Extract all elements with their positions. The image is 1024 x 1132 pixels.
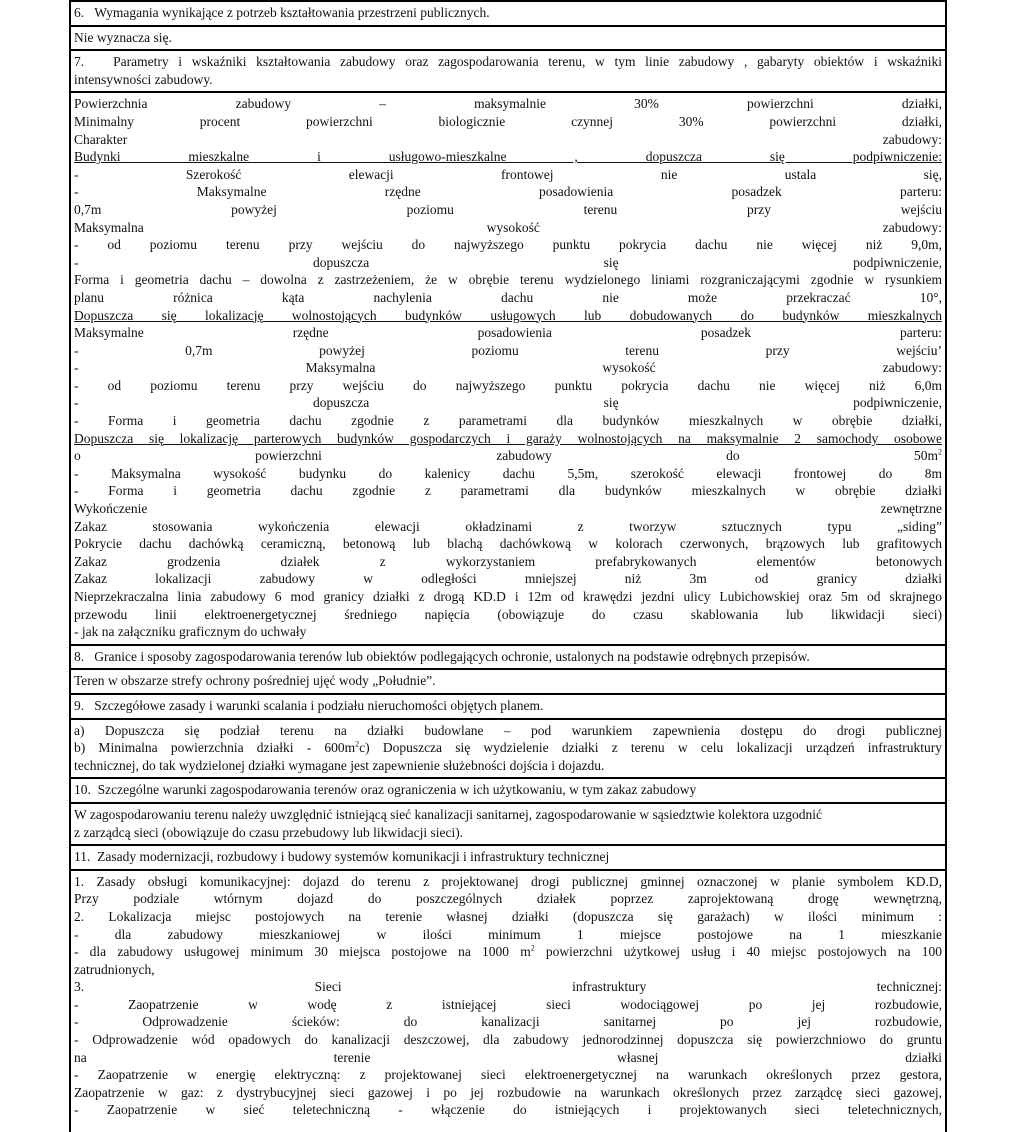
s7-line: Pokrycie dachu dachówką ceramiczną, betonową lub blachą dachówkową w kolorach czerwonych, brązowych lub grafitowych	[74, 536, 942, 552]
s7-line: - Forma i geometria dachu zgodnie z parametrami dla budynków mieszkalnych w obrębie działki	[74, 483, 942, 499]
section-10-header	[71, 779, 945, 804]
s11-parking-text: - dla zabudowy usługowej minimum 30 miejsca postojowe na 1000 m	[74, 944, 531, 960]
s7-line: - jak na załączniku graficznym do uchwały	[74, 624, 307, 640]
section-6-text: Nie wyznacza się.	[74, 29, 172, 45]
s11-line: na terenie własnej działki	[74, 1049, 942, 1065]
s9-superscript: 2	[355, 739, 360, 749]
s7-line: planu różnica kąta nachylenia dachu nie może przekraczać 10°,	[74, 289, 942, 305]
s7-area-text: o powierzchni zabudowy do 50m	[74, 448, 938, 464]
s7-line: - Forma i geometria dachu zgodnie z parametrami dla budynków mieszkalnych w obrębie działki,	[74, 413, 942, 429]
s11-line-with-superscript	[74, 943, 942, 961]
s11-line: - Zaopatrzenie w energię elektryczną: z projektowanej sieci elektroenergetycznej na warunkach określonych przez gestora,	[74, 1067, 942, 1083]
s9-line-combined	[74, 739, 942, 757]
s11-line: 2. Lokalizacja miejsc postojowych na terenie własnej działki (dopuszcza się garażach) w ilości minimum :	[74, 908, 942, 924]
s7-line: Charakter zabudowy:	[74, 131, 942, 147]
s11-line: 1. Zasady obsługi komunikacyjnej: dojazd do terenu z projektowanej drogi publicznej gminnej oznaczonej w planie symbolem KD.D,	[74, 873, 942, 889]
s7-line: przewodu linii elektroenergetycznej średniego napięcia (obowiązuje do czasu skablowania lub likwidacji sieci)	[74, 606, 942, 622]
s11-line: zatrudnionych,	[74, 961, 155, 977]
s7-line: Zakaz grodzenia działek z wykorzystaniem prefabrykowanych elementów betonowych	[74, 553, 942, 569]
s11-line: Zaopatrzenie w gaz: z dystrybucyjnej sieci gazowej i po jej rozbudowie na warunkach określonych przez zarządcę sieci gazowej,	[74, 1084, 942, 1100]
s11-line: - Zaopatrzenie w wodę z istniejącej sieci wodociągowej po jej rozbudowie,	[74, 996, 942, 1012]
section-9-body	[71, 720, 945, 780]
s7-line: Maksymalna wysokość zabudowy:	[74, 219, 942, 235]
section-7-header	[71, 51, 945, 93]
section-7-title-line-2: intensywności zabudowy.	[74, 71, 213, 87]
section-7-title-line-1: 7. Parametry i wskaźniki kształtowania zabudowy oraz zagospodarowania terenu, w tym linie zabudowy , gabaryty obiektów i wskaźniki	[74, 54, 942, 70]
s7-line: - Szerokość elewacji frontowej nie ustala się,	[74, 166, 942, 182]
section-11-header	[71, 846, 945, 871]
section-10-title: 10. Szczególne warunki zagospodarowania terenów oraz ograniczenia w ich użytkowaniu, w tym zakaz zabudowy	[74, 782, 697, 798]
s11-line: - Odprowadzenie wód opadowych do kanalizacji deszczowej, dla zabudowy jednorodzinnej dopuszcza się powierzchniowo do gruntu	[74, 1032, 942, 1048]
s7-line: Zakaz lokalizacji zabudowy w odległości mniejszej niż 3m od granicy działki	[74, 571, 942, 587]
s10-line: z zarządcą sieci (obowiązuje do czasu przebudowy lub likwidacji sieci).	[74, 824, 464, 840]
s7-line: Zakaz stosowania wykończenia elewacji okładzinami z tworzyw sztucznych typu „siding”	[74, 518, 942, 534]
section-11-body	[71, 871, 945, 1122]
s9-line-b: b) Minimalna powierzchnia działki - 600m	[74, 740, 356, 756]
section-10-body	[71, 804, 945, 846]
s11-line: - Odprowadzenie ścieków: do kanalizacji sanitarnej po jej rozbudowie,	[74, 1014, 942, 1030]
s7-line-underlined: Dopuszcza się lokalizację parterowych budynków gospodarczych i garaży wolnostojących na maksymalnie 2 samochody osobowe	[74, 430, 942, 446]
s11-line: 3. Sieci infrastruktury technicznej:	[74, 979, 942, 995]
section-9-title: 9. Szczegółowe zasady i warunki scalania i podziału nieruchomości objętych planem.	[74, 697, 544, 713]
planning-document-table	[69, 0, 947, 1132]
s7-line: - Maksymalna wysokość budynku do kalenicy dachu 5,5m, szerokość elewacji frontowej do 8m	[74, 465, 942, 481]
section-6-header	[71, 0, 945, 27]
section-11-title: 11. Zasady modernizacji, rozbudowy i budowy systemów komunikacji i infrastruktury technicznej	[74, 849, 610, 865]
s10-line: W zagospodarowaniu terenu należy uwzględnić istniejącą sieć kanalizacji sanitarnej, zagospodarowanie w sąsiedztwie kolektora uzgodnić	[74, 806, 822, 822]
s7-line-underlined: Budynki mieszkalne i usługowo-mieszkalne , dopuszcza się podpiwniczenie:	[74, 149, 942, 165]
s7-line: Maksymalne rzędne posadowienia posadzek parteru:	[74, 325, 942, 341]
s7-line: Powierzchnia zabudowy – maksymalnie 30% powierzchni działki,	[74, 96, 942, 112]
s7-area-superscript: 2	[938, 447, 942, 457]
section-6-title: 6. Wymagania wynikające z potrzeb kształtowania przestrzeni publicznych.	[74, 5, 490, 20]
s7-line: Forma i geometria dachu – dowolna z zastrzeżeniem, że w obrębie terenu wydzielonego liniami rozgraniczającymi zgodnie w rysunkiem	[74, 272, 942, 288]
section-8-header	[71, 646, 945, 671]
section-8-body	[71, 670, 945, 695]
s7-line-underlined: Dopuszcza się lokalizację wolnostojących budynków usługowych lub dobudowanych do budynków mieszkalnych	[74, 307, 942, 323]
s7-line: - Maksymalna wysokość zabudowy:	[74, 360, 942, 376]
section-8-title: 8. Granice i sposoby zagospodarowania terenów lub obiektów podlegających ochronie, ustalonych na podstawie odrębnych przepisów.	[74, 648, 810, 664]
s11-line: - Zaopatrzenie w sieć teletechniczną - włączenie do istniejących i projektowanych sieci teletechnicznych,	[74, 1102, 942, 1118]
s7-line: - dopuszcza się podpiwniczenie,	[74, 254, 942, 270]
section-6-body	[71, 27, 945, 52]
s11-parking-text-2: powierzchni użytkowej usług i 40 miejsc postojowych na 100	[534, 944, 942, 960]
s9-line-c: c) Dopuszcza się wydzielenie działki z terenu w celu lokalizacji urządzeń infrastruktury	[359, 740, 942, 756]
s7-line: - Maksymalne rzędne posadowienia posadzek parteru:	[74, 184, 942, 200]
section-8-text: Teren w obszarze strefy ochrony pośredniej ujęć wody „Południe”.	[74, 673, 436, 689]
section-7-body	[71, 93, 945, 645]
s9-line: a) Dopuszcza się podział terenu na działki budowlane – pod warunkiem zapewnienia dostępu do drogi publicznej	[74, 722, 942, 738]
s7-line: Wykończenie zewnętrzne	[74, 501, 942, 517]
s7-line: - 0,7m powyżej poziomu terenu przy wejściu’	[74, 342, 942, 358]
s11-line: - dla zabudowy mieszkaniowej w ilości minimum 1 miejsce postojowe na 1 mieszkanie	[74, 926, 942, 942]
s11-line: Przy podziale wtórnym dojazd do poszczególnych działek poprzez zaprojektowaną drogę wewnętrzną,	[74, 891, 942, 907]
s7-line: 0,7m powyżej poziomu terenu przy wejściu	[74, 201, 942, 217]
s7-line: Nieprzekraczalna linia zabudowy 6 mod granicy działki z drogą KD.D i 12m od krawędzi jezdni ulicy Lubichowskiej oraz 5m od skrajnego	[74, 589, 942, 604]
section-9-header	[71, 695, 945, 720]
s9-line: technicznej, do tak wydzielonej działki wymagane jest zapewnienie służebności dojścia i dojazdu.	[74, 757, 605, 773]
s11-superscript: 2	[530, 943, 535, 953]
s7-line: Minimalny procent powierzchni biologicznie czynnej 30% powierzchni działki,	[74, 113, 942, 129]
s7-line: - od poziomu terenu przy wejściu do najwyższego punktu pokrycia dachu nie więcej niż 9,0m,	[74, 237, 942, 253]
s7-line-with-superscript	[74, 447, 942, 465]
s7-line: - dopuszcza się podpiwniczenie,	[74, 395, 942, 411]
s7-line: - od poziomu terenu przy wejściu do najwyższego punktu pokrycia dachu nie więcej niż 6,0m	[74, 377, 942, 393]
